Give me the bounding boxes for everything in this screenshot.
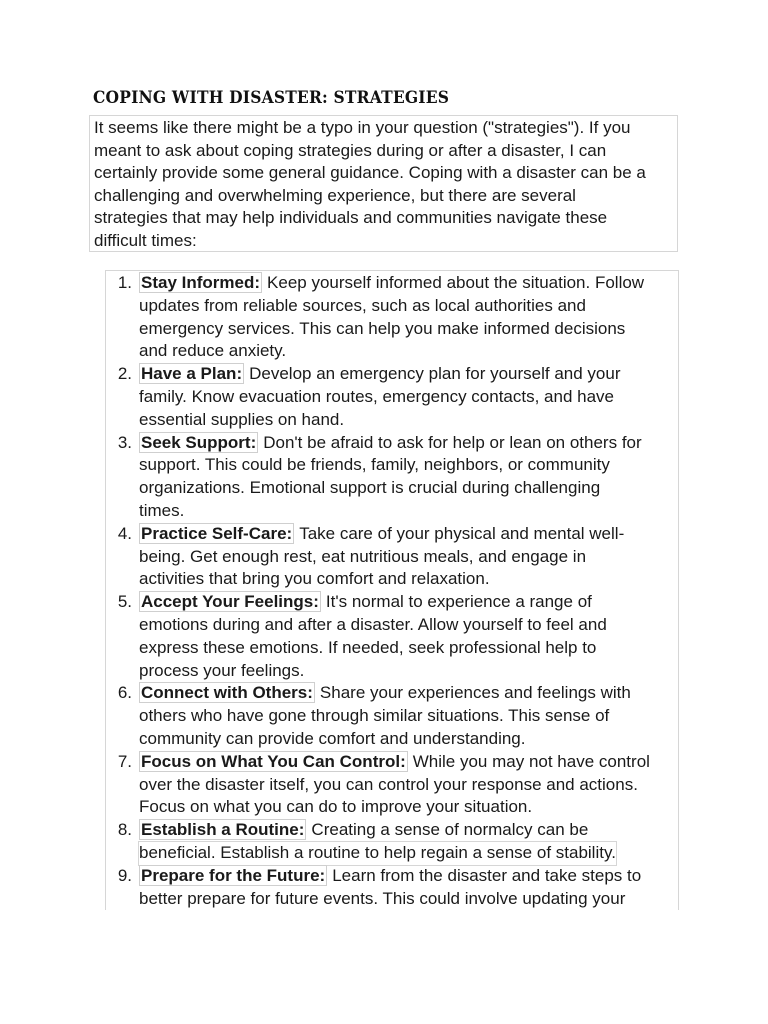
list-item-line	[139, 500, 673, 523]
intro-line-text: certainly provide some general guidance. Coping with a disaster can be a	[94, 163, 646, 183]
intro-line	[94, 117, 674, 140]
page-title	[93, 87, 449, 109]
list-item	[106, 865, 678, 910]
list-item	[106, 682, 678, 750]
list-item-text: Don't be afraid to ask for help or lean on others for	[263, 432, 642, 452]
list-item-line	[139, 728, 673, 751]
list-item-text: Creating a sense of normalcy can be	[311, 820, 589, 840]
list-item	[106, 432, 678, 523]
list-item-line	[139, 888, 673, 910]
list-item-text: emergency services. This can help you make informed decisions	[139, 318, 626, 338]
intro-line	[94, 207, 674, 230]
list-item-text: Keep yourself informed about the situation. Follow	[267, 273, 645, 292]
list-item-text: emotions during and after a disaster. Allow yourself to feel and	[139, 614, 607, 634]
intro-line-text: difficult times:	[94, 230, 197, 250]
list-item-line	[139, 705, 673, 728]
list-item-number: 8.	[117, 820, 132, 840]
list-item-line	[139, 751, 673, 774]
list-item-line	[139, 682, 673, 705]
strategies-list	[105, 270, 679, 910]
list-item-text: family. Know evacuation routes, emergency contacts, and have	[139, 386, 614, 406]
list-item-number: 6.	[117, 683, 132, 703]
list-item-text: others who have gone through similar situations. This sense of	[139, 706, 610, 726]
list-item-line	[139, 523, 673, 546]
list-item	[106, 523, 678, 591]
list-item-line	[139, 363, 673, 386]
intro-line-text: meant to ask about coping strategies during or after a disaster, I can	[94, 140, 607, 160]
list-item-number: 2.	[117, 364, 132, 384]
list-item-line	[139, 614, 673, 637]
list-item-line	[139, 386, 673, 409]
list-item-text: being. Get enough rest, eat nutritious meals, and engage in	[139, 546, 587, 566]
list-item-number: 1.	[117, 273, 132, 292]
list-item-text: express these emotions. If needed, seek professional help to	[139, 637, 597, 657]
list-item-text: organizations. Emotional support is crucial during challenging	[139, 478, 601, 498]
list-item	[106, 363, 678, 431]
list-item-number: 5.	[117, 592, 132, 612]
list-item-label: Focus on What You Can Control:	[141, 751, 406, 771]
list-item-line	[139, 409, 673, 432]
list-item-line	[139, 454, 673, 477]
list-item-line	[139, 432, 673, 455]
list-item-text: process your feelings.	[139, 660, 305, 680]
list-item	[106, 591, 678, 682]
list-item-number: 7.	[117, 751, 132, 771]
list-item-text: Develop an emergency plan for yourself and your	[249, 364, 621, 384]
list-item-line	[139, 796, 673, 819]
list-item-label: Establish a Routine:	[141, 820, 305, 840]
list-item-number: 9.	[117, 865, 132, 885]
list-item-label: Accept Your Feelings:	[141, 592, 319, 612]
list-item-text: times.	[139, 500, 185, 520]
list-item	[106, 751, 678, 819]
list-item-line	[139, 774, 673, 797]
list-item-text: essential supplies on hand.	[139, 409, 345, 429]
list-item-line	[139, 318, 673, 341]
intro-paragraph	[89, 115, 678, 252]
list-item-text: It's normal to experience a range of	[325, 592, 592, 612]
list-item-line	[139, 272, 673, 295]
list-item-text: While you may not have control	[412, 751, 650, 771]
list-item-text: Focus on what you can do to improve your situation.	[139, 797, 533, 817]
list-item-text: support. This could be friends, family, neighbors, or community	[139, 455, 610, 475]
list-item-text: activities that bring you comfort and relaxation.	[139, 569, 490, 589]
list-item-label: Seek Support:	[141, 432, 257, 452]
list-item-label: Have a Plan:	[141, 364, 243, 384]
list-item-number: 3.	[117, 432, 132, 452]
list-item-line	[139, 865, 673, 888]
list-item-label: Practice Self-Care:	[141, 523, 293, 543]
list-item-line	[139, 842, 673, 865]
list-item-text: and reduce anxiety.	[139, 341, 287, 361]
list-item-text: updates from reliable sources, such as local authorities and	[139, 295, 586, 315]
list-item-line	[139, 591, 673, 614]
list-item-label: Prepare for the Future:	[141, 865, 326, 885]
list-item-label: Connect with Others:	[141, 683, 313, 703]
list-item-label: Stay Informed:	[141, 273, 261, 292]
intro-line	[94, 140, 674, 163]
intro-line	[94, 162, 674, 185]
list-item-line	[139, 340, 673, 363]
list-item	[106, 819, 678, 865]
list-item-text: beneficial. Establish a routine to help regain a sense of stability.	[139, 842, 616, 865]
list-item-line	[139, 295, 673, 318]
intro-line-text: It seems like there might be a typo in your question ("strategies"). If you	[94, 118, 631, 137]
list-item-text: Take care of your physical and mental well-	[299, 523, 625, 543]
intro-line	[94, 230, 674, 253]
list-item-text: community can provide comfort and understanding.	[139, 728, 526, 748]
list-item-line	[139, 477, 673, 500]
list-item-line	[139, 568, 673, 591]
page-title-text: COPING WITH DISASTER: STRATEGIES	[93, 88, 450, 108]
list-item-line	[139, 546, 673, 569]
list-item-line	[139, 819, 673, 842]
list-item-line	[139, 637, 673, 660]
list-item-text: over the disaster itself, you can control your response and actions.	[139, 774, 638, 794]
list-item-text: Learn from the disaster and take steps to	[332, 865, 642, 885]
list-item-text: better prepare for future events. This could involve updating your	[139, 888, 626, 908]
intro-line	[94, 185, 674, 208]
list-item	[106, 272, 678, 363]
list-item-number: 4.	[117, 523, 132, 543]
intro-line-text: strategies that may help individuals and communities navigate these	[94, 208, 608, 228]
list-item-line	[139, 660, 673, 683]
intro-line-text: challenging and overwhelming experience, but there are several	[94, 185, 576, 205]
list-item-text: Share your experiences and feelings with	[319, 683, 631, 703]
